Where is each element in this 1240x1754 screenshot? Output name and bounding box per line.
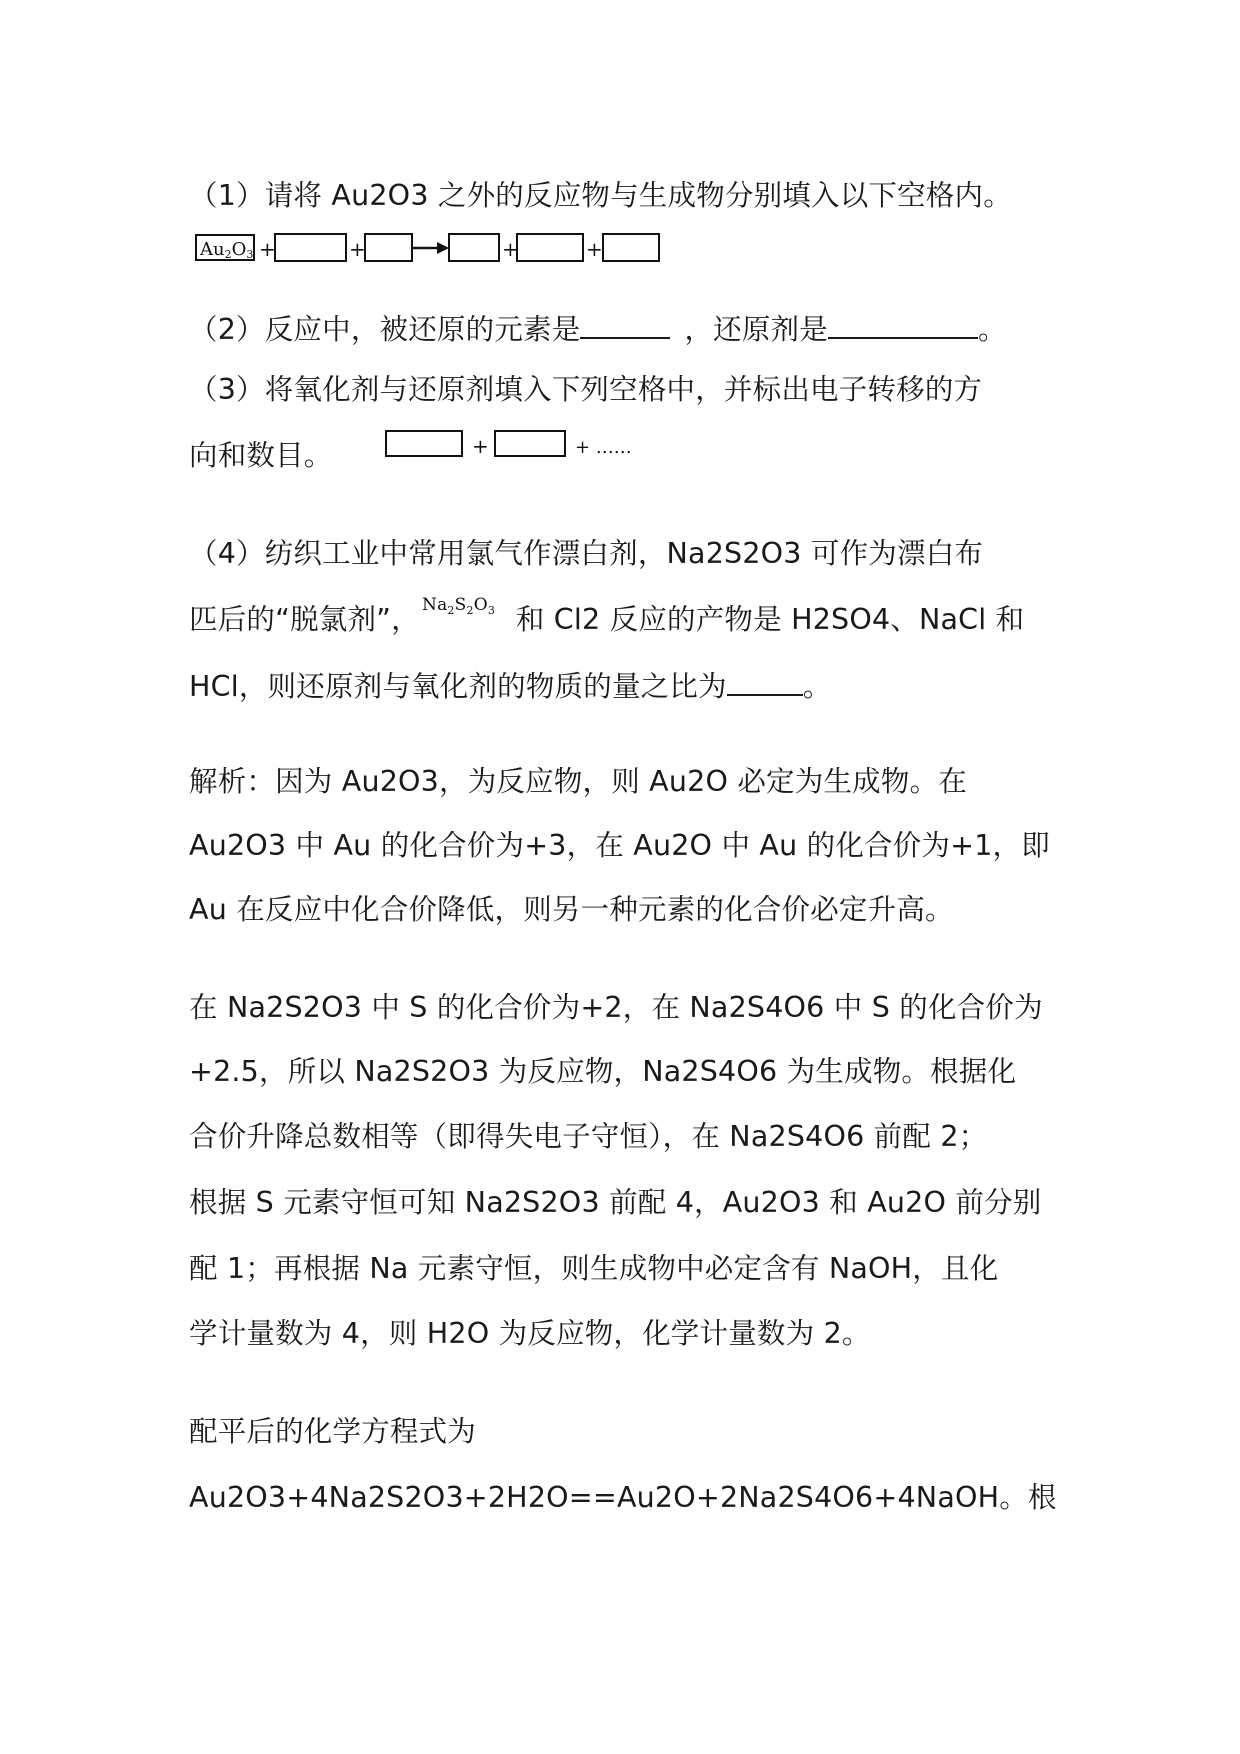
product-box-2[interactable] [517,234,583,261]
reducer-box[interactable] [495,431,565,456]
svg-text:Na2S2O3: $Na_2S_2O_3$ [421,595,495,617]
question-2-part3: 。 [977,313,1007,346]
product-box-1[interactable] [449,234,499,261]
plus-sign: + [586,237,603,261]
question-2-part1: （2）反应中，被还原的元素是 [189,313,581,346]
analysis-p2-line3: 合价升降总数相等（即得失电子守恒），在 Na2S4O6 前配 2； [189,1120,988,1153]
question-3-equation-boxes [385,428,655,468]
product-box-3[interactable] [603,234,659,261]
question-4-line2b: 和 Cl2 反应的产物是 H2SO4、NaCl 和 [515,603,1025,636]
question-3-line2: 向和数目。 [189,439,333,472]
analysis-p2-line1: 在 Na2S2O3 中 S 的化合价为+2，在 Na2S4O6 中 S 的化合价为 [189,991,1043,1024]
au2o3-label: Au2O3 [200,239,254,261]
reactant-box-2[interactable] [365,234,412,261]
equation-box-row [195,230,675,266]
ellipsis-text: + …… [575,437,632,458]
plus-sign: + [472,434,489,458]
analysis-p2-line4: 根据 S 元素守恒可知 Na2S2O3 前配 4，Au2O3 和 Au2O 前分别 [189,1186,1042,1219]
plus-sign: + [259,237,276,261]
answer-blank-ratio[interactable] [727,664,803,696]
question-2 [189,307,1007,350]
analysis-p2-line2: +2.5，所以 Na2S2O3 为反应物，Na2S4O6 为生成物。根据化 [189,1055,1017,1088]
plus-sign: + [502,237,519,261]
analysis-p3-line1: 配平后的化学方程式为 [189,1415,477,1448]
reaction-arrow-head [437,242,449,254]
question-4-line2a: 匹后的“脱氯剂”， [189,603,420,636]
balanced-equation-line: Au2O3+4Na2S2O3+2H2O==Au2O+2Na2S4O6+4NaOH。根 [189,1481,1057,1514]
analysis-p2-line5: 配 1；再根据 Na 元素守恒，则生成物中必定含有 NaOH，且化 [189,1252,999,1285]
plus-sign: + [349,237,366,261]
answer-blank-reducing-agent[interactable] [828,307,978,339]
analysis-p1-line1: 解析：因为 Au2O3，为反应物，则 Au2O 必定为生成物。在 [189,765,967,798]
oxidant-reductant-box-row [385,428,655,464]
question-3-line1: （3）将氧化剂与还原剂填入下列空格中，并标出电子转移的方 [189,373,983,406]
answer-blank-reduced-element[interactable] [580,307,670,339]
question-4-line3b: 。 [802,670,832,703]
question-4-line3a: HCl，则还原剂与氧化剂的物质的量之比为 [189,670,727,703]
reactant-box-1[interactable] [275,234,346,261]
analysis-p1-line3: Au 在反应中化合价降低，则另一种元素的化合价必定升高。 [189,893,954,926]
na2s2o3-formula-image [420,594,512,624]
question-1-equation-boxes [195,230,675,266]
question-4-line3 [189,664,831,707]
oxidizer-box[interactable] [386,431,462,456]
analysis-p2-line6: 学计量数为 4，则 H2O 为反应物，化学计量数为 2。 [189,1317,871,1350]
question-4-line2 [189,595,1025,640]
question-2-part2: ，还原剂是 [684,313,828,346]
question-4-line1: （4）纺织工业中常用氯气作漂白剂，Na2S2O3 可作为漂白布 [189,537,984,570]
question-1-text: （1）请将 Au2O3 之外的反应物与生成物分别填入以下空格内。 [189,179,1012,212]
analysis-p1-line2: Au2O3 中 Au 的化合价为+3，在 Au2O 中 Au 的化合价为+1，即 [189,829,1050,862]
